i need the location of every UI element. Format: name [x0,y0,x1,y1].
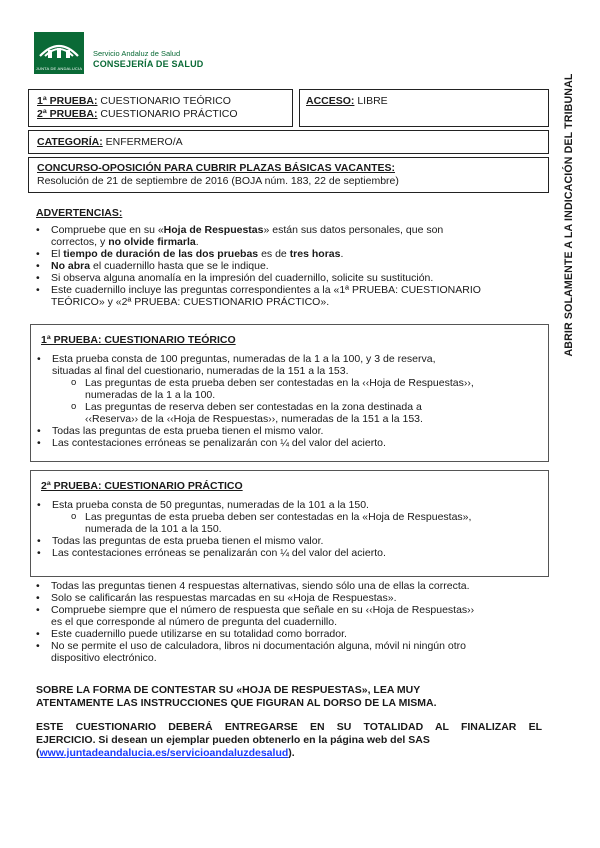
list-item: o Las preguntas de esta prueba deben ser contestadas en la ‹‹Hoja de Respuestas››, numeradas de la 1 a la 100. [31,377,536,401]
logo-caption: JUNTA DE ANDALUCIA [35,66,83,71]
categoria-label: CATEGORÍA: [37,136,103,148]
prueba2-box [30,470,549,577]
pruebas-box [28,89,293,127]
concurso-title: CONCURSO-OPOSICIÓN PARA CUBRIR PLAZAS BÁSICAS VACANTES: [37,162,395,174]
categoria-box [28,130,549,154]
list-item: • Esta prueba consta de 100 preguntas, numeradas de la 1 a la 100, y 3 de reserva, situadas al final del cuestionario, numeradas de la 151 a la 153. [31,353,536,377]
categoria-value: ENFERMERO/A [105,136,183,148]
prueba1-value: CUESTIONARIO TEÓRICO [100,95,231,107]
acceso-value: LIBRE [357,95,388,107]
prueba1-title: 1ª PRUEBA: CUESTIONARIO TEÓRICO [41,334,236,346]
list-item: • Este cuadernillo incluye las preguntas correspondientes a la «1ª PRUEBA: CUESTIONARIO TEÓRICO» y «2ª PRUEBA: CUESTIONARIO PRÁCTICO». [30,284,545,308]
instructions-note: SOBRE LA FORMA DE CONTESTAR SU «HOJA DE RESPUESTAS», LEA MUY ATENTAMENTE LAS INSTRUCCIONES QUE FIGURAN AL DORSO DE LA MISMA. [36,684,437,709]
side-notice [558,56,580,374]
list-item: • No se permite el uso de calculadora, libros ni documentación alguna, móvil ni ningún otro dispositivo electrónico. [30,640,545,664]
list-item: • Las contestaciones erróneas se penalizarán con ¼ del valor del acierto. [31,547,536,559]
list-item: • Si observa alguna anomalía en la impresión del cuadernillo, solicite su sustitución. [30,272,545,284]
list-item: o Las preguntas de esta prueba deben ser contestadas en la «Hoja de Respuestas», numerada de la 101 a la 150. [31,511,536,535]
advertencias-list [30,224,545,308]
prueba2-list [31,499,536,559]
list-item: • Solo se calificarán las respuestas marcadas en su «Hoja de Respuestas». [30,592,545,604]
list-item: • El tiempo de duración de las dos pruebas es de tres horas. [30,248,545,260]
concurso-box [28,157,549,193]
list-item: • Esta prueba consta de 50 preguntas, numeradas de la 101 a la 150. [31,499,536,511]
general-list [30,580,545,664]
org-department: CONSEJERÍA DE SALUD [93,59,204,69]
acceso-box [299,89,549,127]
side-notice-text: ABRIR SOLAMENTE A LA INDICACIÓN DEL TRIBUNAL [563,73,575,357]
prueba1-box [30,324,549,462]
acceso-label: ACCESO: [306,95,355,107]
delivery-line2: EJERCICIO. Si desean un ejemplar pueden obtenerlo en la página web del SAS [36,734,430,746]
list-item: o Las preguntas de reserva deben ser contestadas en la zona destinada a ‹‹Reserva›› de la ‹‹Hoja de Respuestas››, numeradas de la 151 a la 153. [31,401,536,425]
list-item: • Todas las preguntas de esta prueba tienen el mismo valor. [31,425,536,437]
sas-website-link[interactable]: www.juntadeandalucia.es/servicioandaluzdesalud [39,747,289,759]
list-item: • Este cuadernillo puede utilizarse en su totalidad como borrador. [30,628,545,640]
prueba1-label: 1ª PRUEBA: [37,95,98,107]
prueba2-title: 2ª PRUEBA: CUESTIONARIO PRÁCTICO [41,480,243,492]
list-item: • Compruebe que en su «Hoja de Respuestas» están sus datos personales, que son correctos, y no olvide firmarla. [30,224,545,248]
list-item: • Todas las preguntas de esta prueba tienen el mismo valor. [31,535,536,547]
list-item: • No abra el cuadernillo hasta que se le indique. [30,260,545,272]
list-item: • Compruebe siempre que el número de respuesta que señale en su ‹‹Hoja de Respuestas›› es el que corresponde al número de pregunta del cuadernillo. [30,604,545,628]
list-item: • Todas las preguntas tienen 4 respuestas alternativas, siendo sólo una de ellas la correcta. [30,580,545,592]
prueba2-label: 2ª PRUEBA: [37,108,98,120]
prueba2-value: CUESTIONARIO PRÁCTICO [100,108,238,120]
junta-emblem-icon [34,32,84,64]
advertencias-title: ADVERTENCIAS: [36,207,123,219]
org-name: Servicio Andaluz de Salud [93,49,181,58]
prueba1-list [31,353,536,449]
delivery-line1: ESTE CUESTIONARIO DEBERÁ ENTREGARSE EN SU TOTALIDAD AL FINALIZAR EL [36,721,542,733]
resolucion-text: Resolución de 21 de septiembre de 2016 (BOJA núm. 183, 22 de septiembre) [37,175,399,187]
delivery-note: ESTE CUESTIONARIO DEBERÁ ENTREGARSE EN SU TOTALIDAD AL FINALIZAR EL EJERCICIO. Si desean un ejemplar pueden obtenerlo en la página web del SAS (www.juntadeandalucia.es/servicioandaluzdesalud). [36,721,542,759]
list-item: • Las contestaciones erróneas se penalizarán con ¼ del valor del acierto. [31,437,536,449]
